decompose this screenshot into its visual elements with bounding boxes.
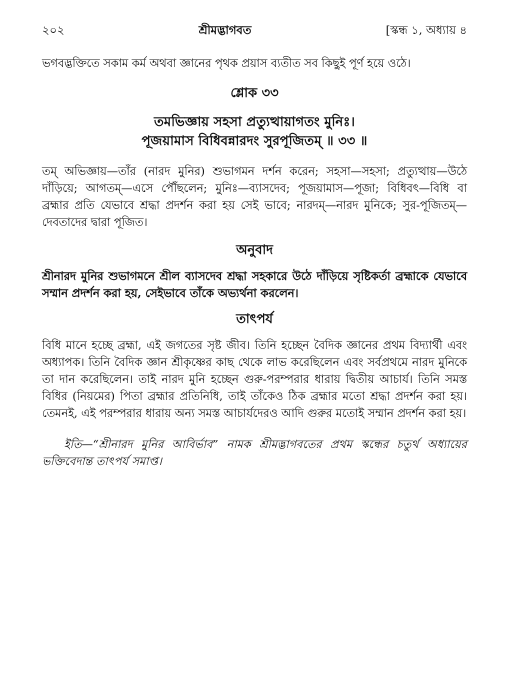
verse-line-2: পূজয়ামাস বিধিবন্নারদং সুরপূজিতম্ ॥ ৩৩ ॥ [141, 134, 368, 149]
chapter-closing: ইতি—“শ্রীনারদ মুনির আবির্ভাব” নামক শ্রীমদ্ভাগবতের প্রথম স্কন্ধের চতুর্থ অধ্যায়ের ভক্তিবেদান্ত তাৎপর্য সমাপ্ত। [42, 438, 467, 468]
chapter-reference: [স্কন্ধ ১, অধ্যায় ৪ [385, 23, 467, 37]
verse-block [42, 113, 467, 151]
book-title: শ্রীমদ্ভাগবত [198, 23, 252, 37]
running-header [42, 22, 467, 41]
purport-heading: তাৎপর্য [236, 312, 273, 327]
translation-heading: অনুবাদ [236, 243, 273, 258]
sloka-heading: শ্লোক ৩৩ [230, 86, 279, 101]
word-synonyms: তম্ অভিজ্ঞায়—তাঁর (নারদ মুনির) শুভাগমন দর্শন করেন; সহসা—সহসা; প্রত্যুত্থায়—উঠে দাঁড়িয়ে; আগতম্—এসে পৌঁছলেন; মুনিঃ—ব্যাসদেব; পূজয়ামাস—পূজা; বিধিবৎ—বিধি বা ব্রহ্মার প্রতি যেভাবে শ্রদ্ধা প্রদর্শন করা হয় সেই ভাবে; নারদম্—নারদ মুনিকে; সুর-পূজিতম্—দেবতাদের দ্বারা পূজিত। [42, 165, 467, 229]
purport-text: বিধি মানে হচ্ছে ব্রহ্মা, এই জগতের সৃষ্ট জীব। তিনি হচ্ছেন বৈদিক জ্ঞানের প্রথম বিদ্যার্থী এবং অধ্যাপক। তিনি বৈদিক জ্ঞান শ্রীকৃষ্ণের কাছ থেকে লাভ করেছিলেন এবং সর্বপ্রথমে নারদ মুনিকে তা দান করেছিলেন। তাই নারদ মুনি হচ্ছেন গুরু-পরম্পরার ধারায় দ্বিতীয় আচার্য। তিনি সমস্ত বিধির (নিয়মের) পিতা ব্রহ্মার প্রতিনিধি, তাই তাঁকেও ঠিক ব্রহ্মার মতো শ্রদ্ধা প্রদর্শন করা হয়। তেমনই, এই পরম্পরার ধারায় অন্য সমস্ত আচার্যদেরও আদি গুরুর মতোই সম্মান প্রদর্শন করা হয়। [42, 339, 467, 420]
verse-line-1: তমভিজ্ঞায় সহসা প্রত্যুত্থায়াগতং মুনিঃ। [154, 115, 355, 130]
translation-text: শ্রীনারদ মুনির শুভাগমনে শ্রীল ব্যাসদেব শ্রদ্ধা সহকারে উঠে দাঁড়িয়ে সৃষ্টিকর্তা ব্রহ্মাকে যেভাবে সম্মান প্রদর্শন করা হয়, সেইভাবে তাঁকে অভ্যর্থনা করলেন। [42, 269, 467, 300]
intro-paragraph: ভগবদ্ভক্তিতে সকাম কর্ম অথবা জ্ঞানের পৃথক প্রয়াস ব্যতীত সব কিছুই পূর্ণ হয়ে ওঠে। [42, 57, 411, 70]
page-number: ২০২ [42, 23, 65, 37]
